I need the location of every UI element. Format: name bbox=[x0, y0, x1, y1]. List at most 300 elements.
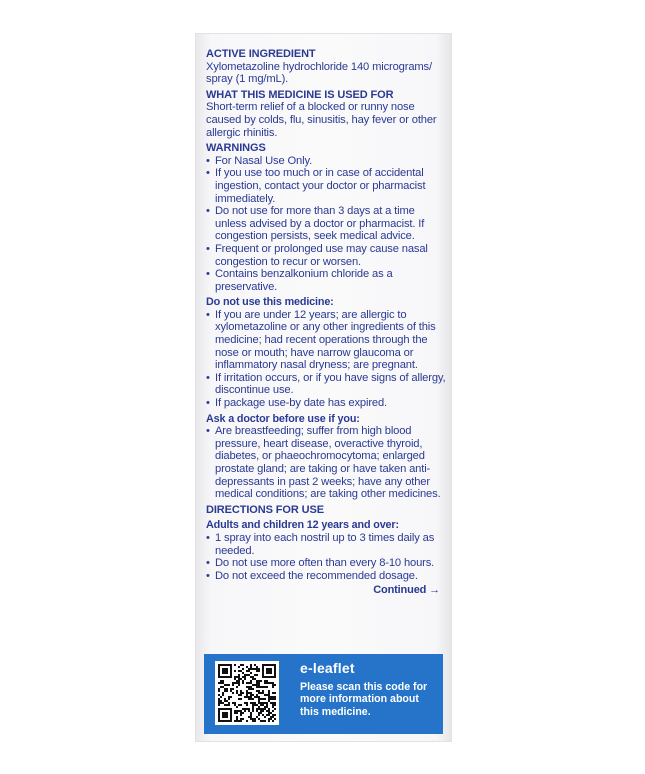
qr-module bbox=[252, 678, 254, 680]
qr-module bbox=[236, 716, 238, 718]
qr-module bbox=[260, 720, 262, 722]
qr-module bbox=[238, 720, 240, 722]
qr-module bbox=[246, 686, 248, 688]
do-not-use-list bbox=[206, 309, 446, 410]
qr-module bbox=[264, 702, 266, 704]
qr-module bbox=[272, 676, 274, 678]
qr-module bbox=[222, 708, 224, 710]
qr-module bbox=[230, 708, 232, 710]
qr-module bbox=[262, 672, 264, 674]
qr-module bbox=[222, 670, 224, 672]
qr-module bbox=[248, 708, 250, 710]
qr-module bbox=[250, 712, 252, 714]
qr-module bbox=[266, 686, 268, 688]
qr-module bbox=[220, 700, 222, 702]
qr-module bbox=[256, 682, 258, 684]
qr-module bbox=[266, 664, 268, 666]
qr-module bbox=[220, 676, 222, 678]
qr-module bbox=[256, 684, 258, 686]
qr-module bbox=[260, 708, 262, 710]
qr-module bbox=[266, 706, 268, 708]
qr-module bbox=[252, 688, 254, 690]
qr-module bbox=[218, 700, 220, 702]
qr-module bbox=[266, 668, 268, 670]
qr-module bbox=[218, 694, 220, 696]
warnings-heading: WARNINGS bbox=[206, 142, 266, 155]
qr-module bbox=[262, 668, 264, 670]
qr-module bbox=[226, 672, 228, 674]
qr-module bbox=[274, 702, 276, 704]
list-item: • If you are under 12 years; are allergic to xylometazoline or any other ingredients of this medicine; had recent operations through the nose or mouth; have narrow glaucoma or inflammatory nasal dryness; are pregnant. bbox=[206, 309, 446, 372]
qr-module bbox=[254, 664, 256, 666]
qr-module bbox=[270, 712, 272, 714]
qr-module bbox=[262, 710, 264, 712]
qr-module bbox=[244, 696, 246, 698]
qr-module bbox=[232, 682, 234, 684]
qr-module bbox=[246, 682, 248, 684]
qr-module bbox=[234, 712, 236, 714]
qr-module bbox=[238, 704, 240, 706]
qr-module bbox=[240, 664, 242, 666]
qr-code-icon[interactable] bbox=[215, 661, 279, 725]
qr-module bbox=[238, 682, 240, 684]
qr-module bbox=[270, 702, 272, 704]
qr-module bbox=[274, 692, 276, 694]
qr-module bbox=[224, 720, 226, 722]
qr-module bbox=[224, 668, 226, 670]
qr-module bbox=[272, 682, 274, 684]
list-item: • 1 spray into each nostril up to 3 times daily as needed. bbox=[206, 532, 446, 557]
qr-module bbox=[242, 692, 244, 694]
qr-module bbox=[218, 712, 220, 714]
qr-module bbox=[218, 720, 220, 722]
qr-module bbox=[250, 676, 252, 678]
qr-module bbox=[238, 710, 240, 712]
qr-module bbox=[236, 720, 238, 722]
qr-module bbox=[264, 706, 266, 708]
qr-module bbox=[256, 710, 258, 712]
qr-module bbox=[242, 718, 244, 720]
qr-module bbox=[254, 702, 256, 704]
qr-module bbox=[234, 676, 236, 678]
qr-module bbox=[268, 700, 270, 702]
qr-module bbox=[244, 710, 246, 712]
qr-module bbox=[270, 676, 272, 678]
qr-module bbox=[260, 686, 262, 688]
qr-module bbox=[220, 708, 222, 710]
qr-module bbox=[232, 684, 234, 686]
qr-module bbox=[264, 664, 266, 666]
qr-module bbox=[268, 664, 270, 666]
used-for-text: Short-term relief of a blocked or runny nose caused by colds, flu, sinusitis, hay fever or other allergic rhinitis. bbox=[206, 101, 437, 139]
qr-module bbox=[240, 712, 242, 714]
qr-module bbox=[240, 718, 242, 720]
qr-module bbox=[254, 718, 256, 720]
qr-module bbox=[226, 704, 228, 706]
list-item: • If irritation occurs, or if you have signs of allergy, discontinue use. bbox=[206, 372, 446, 397]
qr-module bbox=[268, 668, 270, 670]
qr-module bbox=[274, 666, 276, 668]
qr-module bbox=[250, 680, 252, 682]
qr-module bbox=[222, 702, 224, 704]
qr-module bbox=[256, 686, 258, 688]
qr-module bbox=[262, 702, 264, 704]
qr-module bbox=[272, 720, 274, 722]
qr-module bbox=[254, 684, 256, 686]
qr-module bbox=[264, 676, 266, 678]
eleaflet-title: e-leaflet bbox=[300, 660, 355, 676]
qr-module bbox=[264, 680, 266, 682]
qr-module bbox=[228, 684, 230, 686]
warnings-list bbox=[206, 155, 446, 294]
qr-module bbox=[266, 704, 268, 706]
qr-module bbox=[250, 718, 252, 720]
qr-module bbox=[222, 672, 224, 674]
qr-module bbox=[218, 714, 220, 716]
qr-module bbox=[228, 664, 230, 666]
qr-module bbox=[270, 682, 272, 684]
qr-module bbox=[270, 716, 272, 718]
qr-module bbox=[250, 668, 252, 670]
qr-module bbox=[248, 688, 250, 690]
qr-module bbox=[258, 668, 260, 670]
list-item: • Do not use more often than every 8-10 hours. bbox=[206, 557, 446, 570]
qr-module bbox=[246, 674, 248, 676]
qr-module bbox=[242, 668, 244, 670]
qr-module bbox=[222, 712, 224, 714]
qr-module bbox=[240, 720, 242, 722]
qr-module bbox=[260, 702, 262, 704]
qr-module bbox=[258, 682, 260, 684]
qr-module bbox=[272, 692, 274, 694]
qr-module bbox=[254, 678, 256, 680]
qr-module bbox=[248, 716, 250, 718]
qr-module bbox=[230, 714, 232, 716]
qr-module bbox=[272, 696, 274, 698]
qr-module bbox=[240, 678, 242, 680]
qr-module bbox=[252, 720, 254, 722]
qr-module bbox=[274, 668, 276, 670]
qr-module bbox=[220, 696, 222, 698]
qr-module bbox=[228, 720, 230, 722]
qr-module bbox=[246, 702, 248, 704]
qr-module bbox=[222, 686, 224, 688]
qr-module bbox=[258, 680, 260, 682]
qr-module bbox=[228, 676, 230, 678]
qr-module bbox=[226, 712, 228, 714]
qr-module bbox=[260, 704, 262, 706]
qr-module bbox=[274, 684, 276, 686]
list-item: • Are breastfeeding; suffer from high blood pressure, heart disease, overactive thyroid, diabetes, or phaeochromocytoma; enlarged prostate gland; are taking or have taken anti-depressants in past 2 weeks; have any other medical conditions; are taking other medicines. bbox=[206, 425, 446, 501]
qr-module bbox=[274, 696, 276, 698]
qr-module bbox=[250, 682, 252, 684]
eleaflet-panel bbox=[204, 654, 443, 734]
qr-module bbox=[220, 682, 222, 684]
qr-module bbox=[260, 692, 262, 694]
qr-module bbox=[266, 710, 268, 712]
qr-module bbox=[260, 710, 262, 712]
qr-module bbox=[222, 664, 224, 666]
qr-module bbox=[230, 666, 232, 668]
qr-module bbox=[264, 694, 266, 696]
qr-module bbox=[222, 680, 224, 682]
qr-module bbox=[262, 692, 264, 694]
qr-module bbox=[224, 712, 226, 714]
qr-module bbox=[238, 666, 240, 668]
active-ingredient-heading: ACTIVE INGREDIENT bbox=[206, 48, 316, 60]
qr-module bbox=[256, 680, 258, 682]
qr-module bbox=[242, 676, 244, 678]
qr-module bbox=[254, 668, 256, 670]
qr-module bbox=[262, 674, 264, 676]
qr-module bbox=[270, 668, 272, 670]
qr-module bbox=[256, 696, 258, 698]
qr-module bbox=[218, 672, 220, 674]
qr-module bbox=[238, 674, 240, 676]
qr-module bbox=[234, 720, 236, 722]
qr-module bbox=[246, 666, 248, 668]
qr-module bbox=[236, 676, 238, 678]
qr-module bbox=[246, 692, 248, 694]
qr-module bbox=[272, 702, 274, 704]
qr-module bbox=[252, 694, 254, 696]
qr-module bbox=[218, 666, 220, 668]
qr-module bbox=[238, 680, 240, 682]
qr-module bbox=[258, 700, 260, 702]
qr-module bbox=[218, 664, 220, 666]
qr-module bbox=[230, 668, 232, 670]
qr-module bbox=[218, 682, 220, 684]
qr-module bbox=[240, 692, 242, 694]
qr-module bbox=[234, 704, 236, 706]
qr-module bbox=[248, 686, 250, 688]
qr-module bbox=[258, 718, 260, 720]
qr-module bbox=[262, 698, 264, 700]
qr-module bbox=[268, 682, 270, 684]
qr-module bbox=[262, 708, 264, 710]
qr-module bbox=[224, 708, 226, 710]
qr-module bbox=[218, 702, 220, 704]
qr-module bbox=[240, 710, 242, 712]
qr-module bbox=[250, 716, 252, 718]
qr-module bbox=[274, 676, 276, 678]
qr-module bbox=[250, 714, 252, 716]
qr-module bbox=[262, 686, 264, 688]
qr-module bbox=[248, 696, 250, 698]
qr-module bbox=[258, 684, 260, 686]
qr-module bbox=[220, 664, 222, 666]
qr-module bbox=[218, 716, 220, 718]
qr-module bbox=[226, 720, 228, 722]
qr-module bbox=[240, 694, 242, 696]
qr-module bbox=[258, 690, 260, 692]
qr-module bbox=[250, 696, 252, 698]
qr-module bbox=[266, 676, 268, 678]
qr-module bbox=[222, 716, 224, 718]
qr-module bbox=[238, 678, 240, 680]
qr-module bbox=[218, 674, 220, 676]
qr-module bbox=[274, 718, 276, 720]
qr-module bbox=[250, 698, 252, 700]
qr-module bbox=[234, 664, 236, 666]
qr-module bbox=[274, 708, 276, 710]
qr-module bbox=[256, 668, 258, 670]
qr-module bbox=[238, 670, 240, 672]
qr-module bbox=[228, 698, 230, 700]
qr-module bbox=[242, 712, 244, 714]
directions-subheading: Adults and children 12 years and over: bbox=[206, 519, 399, 532]
qr-module bbox=[274, 670, 276, 672]
qr-module bbox=[258, 670, 260, 672]
qr-module bbox=[268, 672, 270, 674]
qr-module bbox=[248, 674, 250, 676]
qr-module bbox=[230, 672, 232, 674]
qr-module bbox=[246, 696, 248, 698]
directions-list bbox=[206, 532, 446, 582]
list-item: • Contains benzalkonium chloride as a preservative. bbox=[206, 268, 446, 293]
qr-module bbox=[230, 720, 232, 722]
qr-module bbox=[218, 668, 220, 670]
qr-module bbox=[252, 684, 254, 686]
qr-module bbox=[236, 706, 238, 708]
qr-module bbox=[238, 676, 240, 678]
qr-module bbox=[254, 704, 256, 706]
qr-module bbox=[218, 698, 220, 700]
qr-module bbox=[268, 712, 270, 714]
qr-module bbox=[250, 664, 252, 666]
qr-module bbox=[258, 706, 260, 708]
qr-module bbox=[262, 704, 264, 706]
qr-module bbox=[230, 696, 232, 698]
list-item: • Frequent or prolonged use may cause nasal congestion to recur or worsen. bbox=[206, 243, 446, 268]
qr-module bbox=[236, 712, 238, 714]
qr-module bbox=[244, 708, 246, 710]
qr-module bbox=[224, 716, 226, 718]
qr-module bbox=[246, 704, 248, 706]
qr-module bbox=[228, 696, 230, 698]
qr-module bbox=[222, 676, 224, 678]
qr-module bbox=[260, 698, 262, 700]
qr-module bbox=[218, 710, 220, 712]
qr-module bbox=[268, 708, 270, 710]
qr-module bbox=[266, 672, 268, 674]
qr-module bbox=[256, 670, 258, 672]
qr-module bbox=[272, 706, 274, 708]
qr-module bbox=[226, 676, 228, 678]
qr-module bbox=[272, 710, 274, 712]
do-not-use-heading: Do not use this medicine: bbox=[206, 296, 334, 309]
list-item: • If you use too much or in case of accidental ingestion, contact your doctor or pharmacist immediately. bbox=[206, 167, 446, 205]
qr-module bbox=[268, 698, 270, 700]
qr-module bbox=[230, 718, 232, 720]
qr-module bbox=[262, 690, 264, 692]
qr-module bbox=[248, 670, 250, 672]
qr-module bbox=[232, 702, 234, 704]
qr-module bbox=[268, 694, 270, 696]
qr-module bbox=[268, 690, 270, 692]
qr-module bbox=[262, 666, 264, 668]
qr-module bbox=[230, 688, 232, 690]
qr-module bbox=[226, 670, 228, 672]
qr-module bbox=[268, 718, 270, 720]
qr-module bbox=[240, 714, 242, 716]
qr-module bbox=[226, 690, 228, 692]
qr-module bbox=[252, 706, 254, 708]
qr-module bbox=[252, 698, 254, 700]
qr-module bbox=[226, 668, 228, 670]
leaflet-text bbox=[206, 48, 446, 597]
qr-module bbox=[244, 674, 246, 676]
qr-module bbox=[266, 680, 268, 682]
qr-module bbox=[242, 680, 244, 682]
qr-module bbox=[262, 676, 264, 678]
qr-module bbox=[250, 688, 252, 690]
qr-module bbox=[226, 664, 228, 666]
qr-module bbox=[224, 704, 226, 706]
qr-module bbox=[256, 666, 258, 668]
qr-module bbox=[256, 716, 258, 718]
qr-module bbox=[250, 686, 252, 688]
qr-module bbox=[236, 718, 238, 720]
qr-module bbox=[264, 720, 266, 722]
ask-doctor-list bbox=[206, 425, 446, 501]
qr-module bbox=[264, 708, 266, 710]
qr-module bbox=[250, 694, 252, 696]
qr-module bbox=[224, 670, 226, 672]
qr-module bbox=[258, 708, 260, 710]
qr-module bbox=[272, 716, 274, 718]
qr-module bbox=[258, 702, 260, 704]
qr-module bbox=[266, 682, 268, 684]
list-item: • For Nasal Use Only. bbox=[206, 155, 446, 168]
qr-module bbox=[244, 678, 246, 680]
qr-module bbox=[274, 672, 276, 674]
qr-module bbox=[248, 668, 250, 670]
qr-module bbox=[246, 708, 248, 710]
qr-module bbox=[248, 710, 250, 712]
qr-module bbox=[224, 690, 226, 692]
qr-module bbox=[270, 698, 272, 700]
qr-module bbox=[258, 714, 260, 716]
qr-module bbox=[218, 708, 220, 710]
qr-module bbox=[248, 682, 250, 684]
list-item: • Do not use for more than 3 days at a time unless advised by a doctor or pharmacist. If congestion persists, seek medical advice. bbox=[206, 205, 446, 243]
qr-module bbox=[230, 716, 232, 718]
qr-module bbox=[230, 712, 232, 714]
qr-module bbox=[246, 690, 248, 692]
qr-module bbox=[256, 674, 258, 676]
qr-module bbox=[226, 714, 228, 716]
qr-module bbox=[242, 682, 244, 684]
qr-module bbox=[220, 702, 222, 704]
qr-module bbox=[244, 702, 246, 704]
qr-module bbox=[252, 708, 254, 710]
qr-module bbox=[274, 664, 276, 666]
qr-module bbox=[218, 670, 220, 672]
qr-module bbox=[252, 676, 254, 678]
qr-module bbox=[248, 698, 250, 700]
qr-module bbox=[240, 690, 242, 692]
qr-module bbox=[230, 674, 232, 676]
continued-label: Continued → bbox=[373, 584, 440, 597]
qr-module bbox=[272, 686, 274, 688]
qr-module bbox=[218, 718, 220, 720]
qr-module bbox=[230, 710, 232, 712]
qr-module bbox=[226, 684, 228, 686]
qr-module bbox=[260, 712, 262, 714]
qr-module bbox=[236, 680, 238, 682]
qr-module bbox=[250, 702, 252, 704]
